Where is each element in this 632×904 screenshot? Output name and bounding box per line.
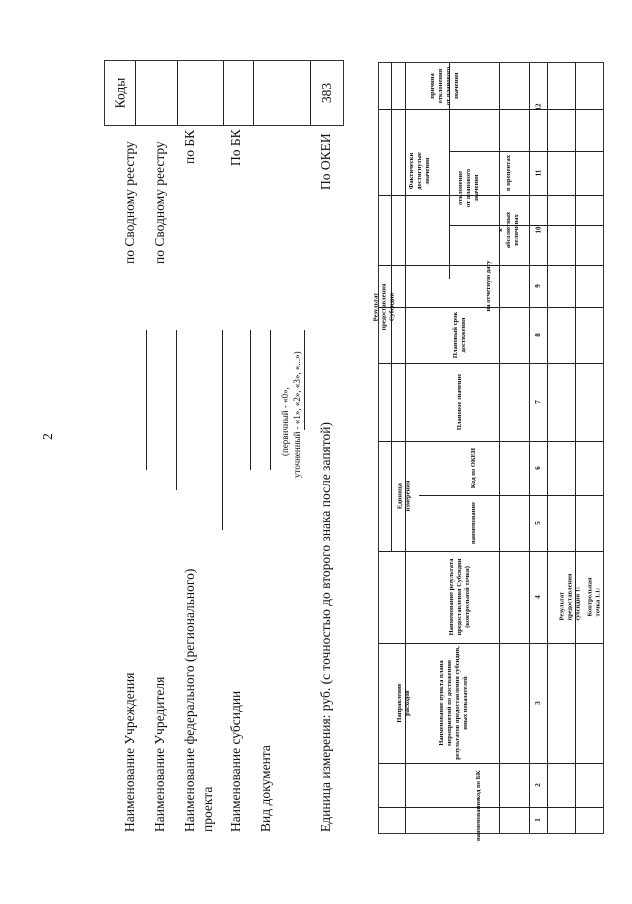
col-kbk: код по БК [475,770,482,800]
okei-label: По ОКЕИ [318,133,333,190]
group-deviation: отклонение от планового значения [457,168,480,208]
col-num-9: 9 [534,284,542,288]
col-num-1: 1 [534,818,542,822]
code-ref-registry-1: по Сводному реестру [122,141,137,264]
results-table [373,62,604,842]
group-direction: Направление расходов [396,683,411,723]
col-plan-item: Наименование пункта плана мероприятий по достижению результатов предоставления субсидии, иных показателей [438,646,469,760]
col-num-8: 8 [534,333,542,337]
col-pct: в процентах [505,155,512,191]
code-ref-bk-1: по БК [182,129,197,164]
group-result: Результат предоставления Субсидии [373,283,397,331]
codes-header: Коды [112,77,128,109]
row1-result: Результат предоставления субсидии 1: [558,573,582,621]
field-label-founder: Наименование Учредителя [152,676,167,832]
col-num-12: 12 [534,103,542,111]
field-label-project-2: проекта [200,786,215,832]
col-num-2: 2 [534,783,542,787]
field-label-doc-type: Вид документа [258,745,273,832]
col-num-10: 10 [534,226,542,234]
code-ref-bk-2: По БК [228,129,243,166]
col-plan-date: Плановый срок достижения [452,311,467,359]
col-num-6: 6 [534,466,542,470]
field-label-subsidy: Наименование субсидии [228,690,243,832]
field-label-institution: Наименование Учреждения [122,672,137,832]
doc-type-hint-2: уточненный - «1», «2», «3», «...») [292,351,302,478]
group-unit: Единица измерения [397,480,412,512]
col-okei: Код по ОКЕИ [470,447,477,489]
col-abs: в абсолютных величинах [497,211,520,249]
col-result-name: Наименование результата предоставления Субсидии (контрольной точки) [448,558,471,636]
row2-result: Контрольная точка 1.1: [586,577,602,617]
page-number: 2 [40,433,55,440]
col-num-4: 4 [534,595,542,599]
doc-type-hint-1: (первичный - «0», [280,387,290,456]
code-ref-registry-2: по Сводному реестру [152,141,167,264]
col-plan-value: Плановое значение [456,373,463,431]
codes-box [104,60,344,126]
group-fact: Фактически достигнутые значения [408,152,431,190]
col-num-7: 7 [534,400,542,404]
unit-label: Единица измерения: руб. (с точностью до второго знака после запятой) [318,422,333,832]
col-name: наименование [475,798,482,842]
col-reason: причина отклонения от планового значения [429,66,460,106]
col-unit-name: наименование [470,501,477,545]
field-label-project: Наименование федерального (регионального) [182,568,197,832]
col-num-3: 3 [534,701,542,705]
col-num-5: 5 [534,521,542,525]
col-on-date: на отчетную дату [485,260,492,312]
okei-code: 383 [319,82,334,104]
col-num-11: 11 [534,169,542,177]
